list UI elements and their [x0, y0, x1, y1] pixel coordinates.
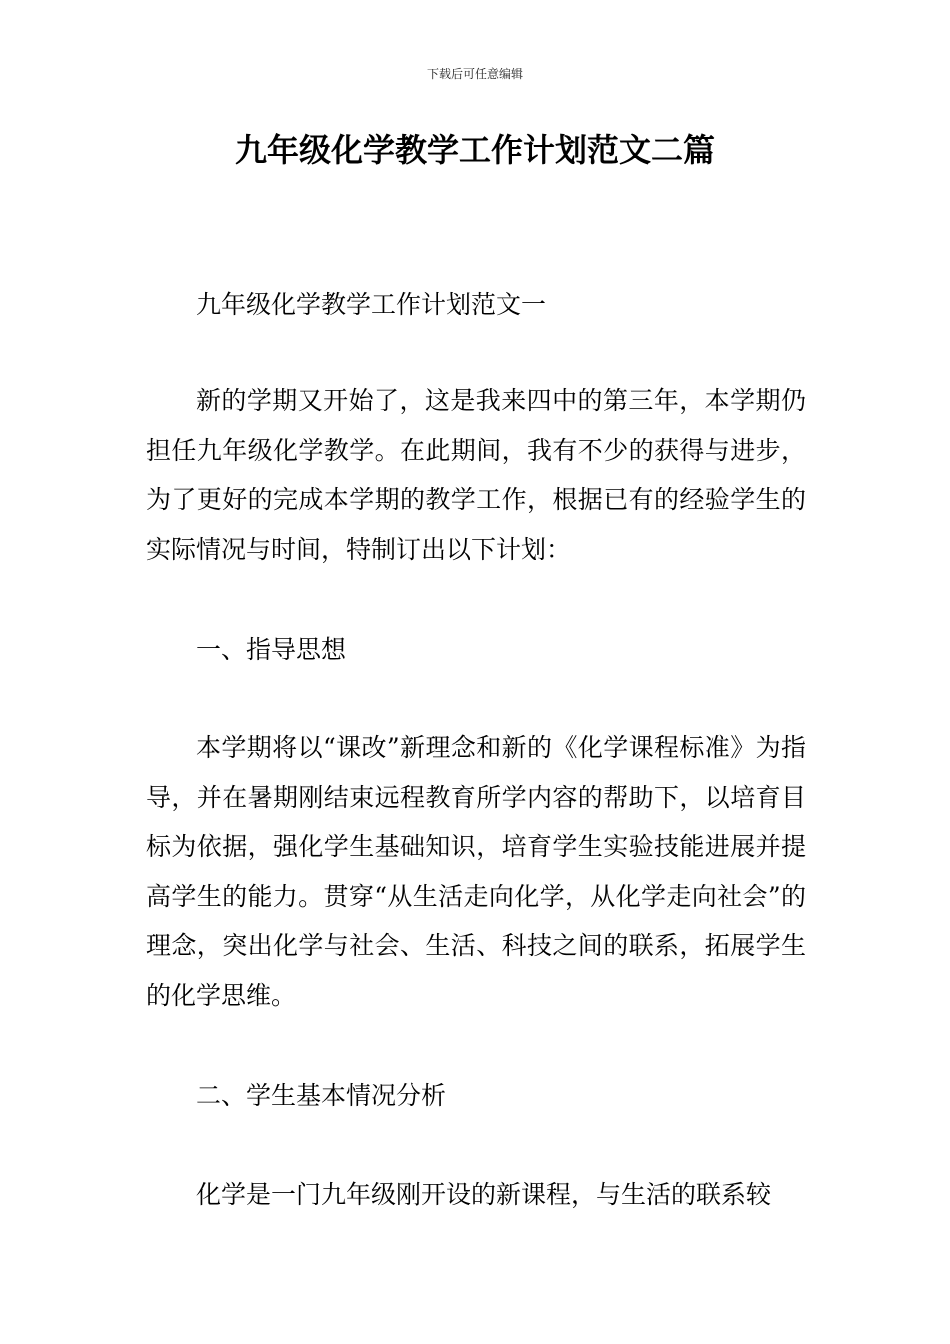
document-title: 九年级化学教学工作计划范文二篇 [234, 131, 715, 169]
paragraph-intro: 新的学期又开始了，这是我来四中的第三年，本学期仍担任九年级化学教学。在此期间，我有不少的获得与进步，为了更好的完成本学期的教学工作，根据已有的经验学生的实际情况与时间，特制订出以下计划： [146, 386, 806, 564]
paragraph-guiding-ideology: 本学期将以“课改”新理念和新的《化学课程标准》为指导，并在暑期刚结束远程教育所学内容的帮助下，以培育目标为依据，强化学生基础知识，培育学生实验技能进展并提高学生的能力。贯穿“从生活走向化学，从化学走向社会”的理念，突出化学与社会、生活、科技之间的联系，拓展学生的化学思维。 [146, 733, 806, 1010]
section-title-1: 九年级化学教学工作计划范文一 [196, 290, 547, 319]
paragraph-student-analysis: 化学是一门九年级刚开设的新课程，与生活的联系较 [196, 1180, 772, 1209]
heading-guiding-ideology: 一、指导思想 [196, 635, 347, 664]
header-note: 下载后可任意编辑 [426, 67, 523, 81]
heading-student-analysis: 二、学生基本情况分析 [196, 1081, 447, 1110]
